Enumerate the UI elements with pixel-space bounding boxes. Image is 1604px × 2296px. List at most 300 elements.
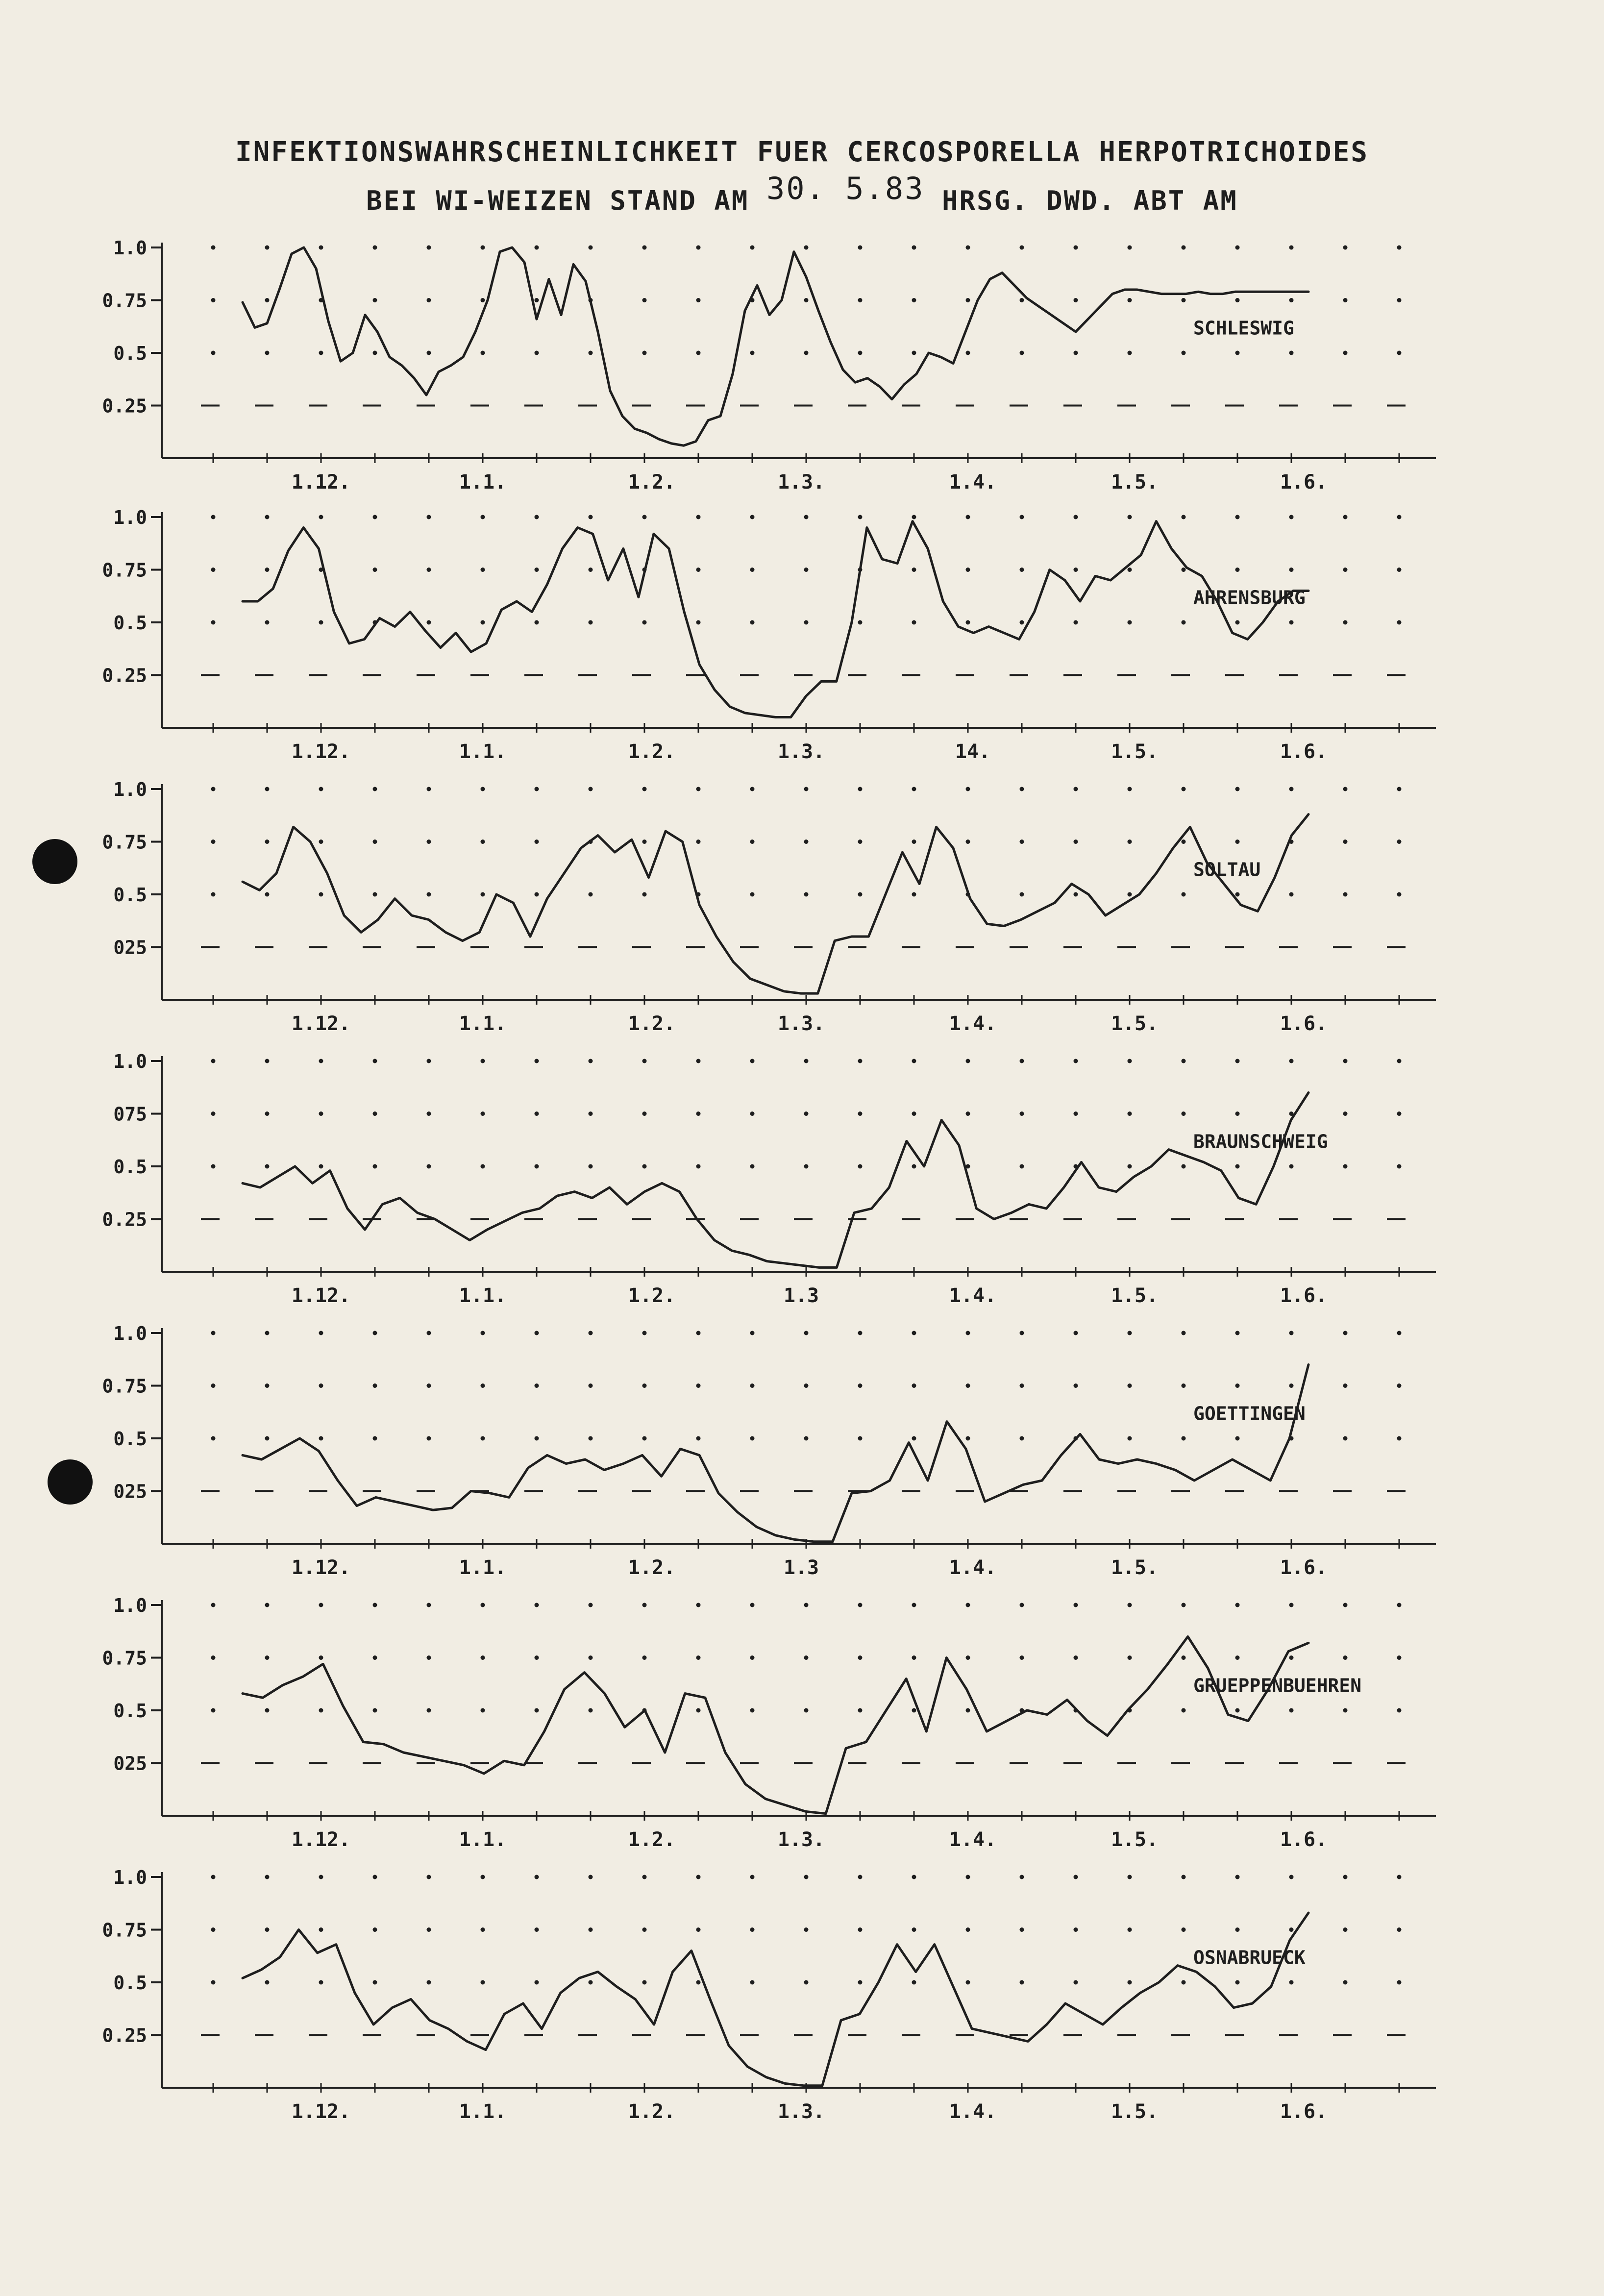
grid-dot [642, 1164, 647, 1169]
grid-dot [912, 892, 916, 897]
y-tick-label: 1.0 [113, 1323, 147, 1344]
grid-dot [481, 620, 485, 625]
grid-dot [1074, 1059, 1078, 1063]
grid-dot [912, 568, 916, 572]
grid-dot [265, 839, 270, 844]
grid-dot [265, 1059, 270, 1063]
grid-dot [1074, 620, 1078, 625]
grid-dot [265, 1875, 270, 1879]
grid-dot [1128, 1603, 1132, 1607]
x-tick-label: 1.12. [291, 471, 351, 494]
grid-dot [858, 620, 863, 625]
grid-dot [912, 1383, 916, 1388]
grid-dot [1020, 787, 1024, 791]
grid-dot [1235, 1927, 1240, 1932]
grid-dot [912, 1927, 916, 1932]
grid-dot [1397, 892, 1402, 897]
grid-dot [211, 515, 216, 519]
grid-dot [750, 1331, 755, 1335]
grid-dot [1397, 298, 1402, 302]
x-tick-label: 1.12. [291, 1828, 351, 1851]
grid-dot [211, 1383, 216, 1388]
grid-dot [1343, 1655, 1348, 1660]
grid-dot [1020, 1927, 1024, 1932]
series-line [243, 815, 1308, 994]
grid-dot [427, 298, 431, 302]
grid-dot [535, 1111, 539, 1116]
grid-dot [1074, 1980, 1078, 1985]
grid-dot [1289, 1331, 1294, 1335]
grid-dot [912, 1331, 916, 1335]
y-tick-label: 1.0 [113, 1595, 147, 1616]
grid-dot [265, 246, 270, 250]
grid-dot [319, 246, 323, 250]
series-line [243, 247, 1308, 445]
grid-dot [642, 1927, 647, 1932]
grid-dot [427, 1603, 431, 1607]
grid-dot [1182, 515, 1186, 519]
grid-dot [912, 515, 916, 519]
grid-dot [535, 1875, 539, 1879]
grid-dot [373, 1383, 377, 1388]
grid-dot [319, 892, 323, 897]
grid-dot [1182, 1164, 1186, 1169]
grid-dot [1397, 351, 1402, 355]
grid-dot [1182, 351, 1186, 355]
grid-dot [804, 1164, 809, 1169]
grid-dot [858, 892, 863, 897]
grid-dot [481, 1331, 485, 1335]
grid-dot [319, 787, 323, 791]
x-tick-label: 1.3. [777, 1828, 825, 1851]
x-tick-label: 14. [955, 741, 991, 763]
grid-dot [589, 892, 593, 897]
grid-dot [1074, 1655, 1078, 1660]
grid-dot [1128, 1331, 1132, 1335]
grid-dot [1182, 1059, 1186, 1063]
grid-dot [427, 515, 431, 519]
grid-dot [912, 1436, 916, 1441]
x-tick-label: 1.1. [459, 471, 507, 494]
grid-dot [804, 515, 809, 519]
x-tick-label: 1.2. [628, 1012, 676, 1035]
grid-dot [966, 1111, 970, 1116]
grid-dot [1020, 246, 1024, 250]
grid-dot [1289, 1875, 1294, 1879]
grid-dot [966, 1436, 970, 1441]
grid-dot [319, 1164, 323, 1169]
grid-dot [804, 351, 809, 355]
grid-dot [1074, 1603, 1078, 1607]
grid-dot [427, 1980, 431, 1985]
grid-dot [642, 839, 647, 844]
chart-goettingen [102, 1323, 1436, 1579]
grid-dot [750, 1875, 755, 1879]
grid-dot [535, 1059, 539, 1063]
grid-dot [804, 298, 809, 302]
grid-dot [589, 620, 593, 625]
grid-dot [1020, 298, 1024, 302]
grid-dot [1020, 1059, 1024, 1063]
grid-dot [966, 1875, 970, 1879]
grid-dot [1289, 787, 1294, 791]
grid-dot [1182, 246, 1186, 250]
grid-dot [1020, 568, 1024, 572]
station-label: GOETTINGEN [1193, 1403, 1306, 1425]
grid-dot [535, 568, 539, 572]
grid-dot [535, 298, 539, 302]
grid-dot [481, 1164, 485, 1169]
grid-dot [427, 351, 431, 355]
grid-dot [1020, 351, 1024, 355]
grid-dot [265, 787, 270, 791]
y-tick-label: 1.0 [113, 507, 147, 528]
grid-dot [589, 1436, 593, 1441]
grid-dot [1397, 1331, 1402, 1335]
grid-dot [858, 1383, 863, 1388]
grid-dot [211, 1927, 216, 1932]
grid-dot [265, 892, 270, 897]
grid-dot [211, 298, 216, 302]
x-tick-label: 1.5. [1110, 2100, 1159, 2123]
x-tick-label: 1.3. [777, 1012, 825, 1035]
grid-dot [1289, 298, 1294, 302]
grid-dot [1182, 787, 1186, 791]
grid-dot [427, 620, 431, 625]
grid-dot [373, 1875, 377, 1879]
grid-dot [858, 787, 863, 791]
grid-dot [912, 1708, 916, 1713]
x-tick-label: 1.6. [1280, 741, 1328, 763]
grid-dot [1074, 351, 1078, 355]
x-tick-label: 1.4. [949, 1012, 997, 1035]
y-tick-label: 0.25 [102, 1209, 147, 1231]
grid-dot [535, 515, 539, 519]
grid-dot [481, 298, 485, 302]
grid-dot [265, 1603, 270, 1607]
y-tick-label: 0.25 [102, 395, 147, 417]
grid-dot [696, 1875, 701, 1879]
grid-dot [211, 787, 216, 791]
grid-dot [1289, 1603, 1294, 1607]
y-tick-label: 0.25 [102, 665, 147, 687]
grid-dot [912, 1059, 916, 1063]
grid-dot [1182, 568, 1186, 572]
grid-dot [750, 1708, 755, 1713]
grid-dot [912, 1980, 916, 1985]
grid-dot [1343, 568, 1348, 572]
grid-dot [804, 246, 809, 250]
grid-dot [1397, 1164, 1402, 1169]
grid-dot [1235, 1436, 1240, 1441]
grid-dot [481, 568, 485, 572]
x-tick-label: 1.6. [1280, 1828, 1328, 1851]
series-line [243, 1365, 1308, 1542]
chart-ahrensburg [102, 507, 1436, 763]
grid-dot [912, 1655, 916, 1660]
grid-dot [966, 787, 970, 791]
grid-dot [1074, 787, 1078, 791]
grid-dot [1397, 1927, 1402, 1932]
grid-dot [912, 839, 916, 844]
grid-dot [804, 1875, 809, 1879]
grid-dot [1397, 1603, 1402, 1607]
grid-dot [858, 839, 863, 844]
grid-dot [642, 620, 647, 625]
grid-dot [696, 1436, 701, 1441]
grid-dot [265, 620, 270, 625]
x-tick-label: 1.5. [1110, 1012, 1159, 1035]
grid-dot [1128, 568, 1132, 572]
grid-dot [265, 1708, 270, 1713]
grid-dot [1289, 1980, 1294, 1985]
grid-dot [373, 1436, 377, 1441]
grid-dot [481, 1111, 485, 1116]
grid-dot [750, 1436, 755, 1441]
y-tick-label: 1.0 [113, 237, 147, 259]
grid-dot [912, 1875, 916, 1879]
grid-dot [373, 1927, 377, 1932]
grid-dot [1182, 1603, 1186, 1607]
grid-dot [265, 1655, 270, 1660]
grid-dot [1235, 1331, 1240, 1335]
grid-dot [642, 1980, 647, 1985]
station-label: AHRENSBURG [1193, 587, 1306, 609]
grid-dot [804, 1655, 809, 1660]
x-tick-label: 1.6. [1280, 2100, 1328, 2123]
grid-dot [535, 1655, 539, 1660]
grid-dot [373, 568, 377, 572]
grid-dot [750, 1603, 755, 1607]
grid-dot [1020, 1164, 1024, 1169]
grid-dot [1182, 1708, 1186, 1713]
grid-dot [481, 1059, 485, 1063]
x-tick-label: 1.3. [777, 741, 825, 763]
grid-dot [642, 1603, 647, 1607]
grid-dot [211, 892, 216, 897]
grid-dot [1343, 787, 1348, 791]
grid-dot [211, 1708, 216, 1713]
grid-dot [1128, 787, 1132, 791]
grid-dot [750, 1980, 755, 1985]
y-tick-label: 075 [113, 1103, 147, 1125]
y-tick-label: 1.0 [113, 1051, 147, 1072]
grid-dot [589, 1164, 593, 1169]
grid-dot [750, 246, 755, 250]
grid-dot [319, 1603, 323, 1607]
grid-dot [1128, 1111, 1132, 1116]
grid-dot [1074, 568, 1078, 572]
grid-dot [211, 839, 216, 844]
grid-dot [912, 246, 916, 250]
grid-dot [804, 839, 809, 844]
x-tick-label: 1.2. [628, 1284, 676, 1307]
grid-dot [642, 1875, 647, 1879]
grid-dot [1020, 515, 1024, 519]
grid-dot [211, 1111, 216, 1116]
grid-dot [1343, 1875, 1348, 1879]
grid-dot [696, 1059, 701, 1063]
grid-dot [1074, 246, 1078, 250]
grid-dot [535, 1164, 539, 1169]
grid-dot [535, 1603, 539, 1607]
station-label: SOLTAU [1193, 859, 1261, 881]
grid-dot [535, 620, 539, 625]
grid-dot [1074, 1927, 1078, 1932]
grid-dot [373, 246, 377, 250]
grid-dot [750, 1383, 755, 1388]
series-line [243, 1093, 1308, 1268]
grid-dot [750, 787, 755, 791]
x-tick-label: 1.2. [628, 741, 676, 763]
grid-dot [696, 515, 701, 519]
grid-dot [265, 1331, 270, 1335]
grid-dot [1343, 1603, 1348, 1607]
grid-dot [1343, 1331, 1348, 1335]
y-tick-label: 025 [113, 1753, 147, 1775]
grid-dot [858, 1980, 863, 1985]
grid-dot [1128, 620, 1132, 625]
grid-dot [1289, 620, 1294, 625]
x-tick-label: 1.5. [1110, 471, 1159, 494]
grid-dot [1182, 298, 1186, 302]
grid-dot [481, 1980, 485, 1985]
grid-dot [1235, 515, 1240, 519]
grid-dot [642, 298, 647, 302]
grid-dot [858, 1875, 863, 1879]
grid-dot [1343, 1111, 1348, 1116]
grid-dot [1020, 1111, 1024, 1116]
grid-dot [1235, 1708, 1240, 1713]
grid-dot [373, 1655, 377, 1660]
grid-dot [1343, 1059, 1348, 1063]
grid-dot [481, 1708, 485, 1713]
grid-dot [1343, 1927, 1348, 1932]
grid-dot [1020, 892, 1024, 897]
grid-dot [642, 1436, 647, 1441]
grid-dot [265, 298, 270, 302]
grid-dot [1020, 1383, 1024, 1388]
y-tick-label: 1.0 [113, 779, 147, 800]
grid-dot [642, 787, 647, 791]
grid-dot [912, 620, 916, 625]
grid-dot [1182, 1655, 1186, 1660]
grid-dot [589, 515, 593, 519]
grid-dot [1289, 351, 1294, 355]
x-tick-label: 1.3. [777, 471, 825, 494]
grid-dot [1397, 620, 1402, 625]
grid-dot [535, 1708, 539, 1713]
grid-dot [696, 1980, 701, 1985]
grid-dot [319, 1708, 323, 1713]
grid-dot [373, 1603, 377, 1607]
grid-dot [696, 298, 701, 302]
grid-dot [696, 1927, 701, 1932]
y-tick-label: 025 [113, 1481, 147, 1503]
x-tick-label: 1.2. [628, 1556, 676, 1579]
grid-dot [427, 246, 431, 250]
grid-dot [1343, 515, 1348, 519]
grid-dot [427, 839, 431, 844]
grid-dot [966, 1331, 970, 1335]
grid-dot [1343, 1436, 1348, 1441]
grid-dot [1128, 298, 1132, 302]
grid-dot [804, 892, 809, 897]
grid-dot [535, 1927, 539, 1932]
grid-dot [1397, 515, 1402, 519]
grid-dot [1235, 568, 1240, 572]
x-tick-label: 1.6. [1280, 1284, 1328, 1307]
grid-dot [373, 787, 377, 791]
grid-dot [1235, 246, 1240, 250]
grid-dot [1182, 1436, 1186, 1441]
subtitle-prefix: BEI WI-WEIZEN STAND AM [366, 185, 749, 216]
grid-dot [373, 1331, 377, 1335]
grid-dot [1128, 1436, 1132, 1441]
grid-dot [211, 1059, 216, 1063]
grid-dot [373, 1708, 377, 1713]
grid-dot [481, 1875, 485, 1879]
grid-dot [1343, 246, 1348, 250]
x-tick-label: 1.6. [1280, 1012, 1328, 1035]
grid-dot [265, 1927, 270, 1932]
chart-soltau [102, 779, 1436, 1035]
y-tick-label: 0.5 [113, 1428, 147, 1450]
station-label: GRUEPPENBUEHREN [1193, 1675, 1362, 1697]
grid-dot [804, 1059, 809, 1063]
grid-dot [427, 568, 431, 572]
grid-dot [319, 620, 323, 625]
grid-dot [858, 1059, 863, 1063]
grid-dot [696, 1603, 701, 1607]
grid-dot [1128, 246, 1132, 250]
grid-dot [804, 1603, 809, 1607]
grid-dot [804, 1111, 809, 1116]
grid-dot [1128, 1383, 1132, 1388]
x-tick-label: 1.3 [783, 1284, 819, 1307]
grid-dot [427, 1655, 431, 1660]
grid-dot [1397, 1436, 1402, 1441]
grid-dot [1235, 298, 1240, 302]
grid-dot [211, 1980, 216, 1985]
grid-dot [1397, 246, 1402, 250]
grid-dot [1182, 1383, 1186, 1388]
grid-dot [1235, 839, 1240, 844]
grid-dot [750, 568, 755, 572]
grid-dot [804, 1436, 809, 1441]
grid-dot [642, 1331, 647, 1335]
grid-dot [1343, 298, 1348, 302]
grid-dot [319, 1111, 323, 1116]
grid-dot [1289, 1708, 1294, 1713]
grid-dot [1289, 1164, 1294, 1169]
grid-dot [265, 1980, 270, 1985]
grid-dot [427, 1331, 431, 1335]
grid-dot [427, 1708, 431, 1713]
grid-dot [1397, 1383, 1402, 1388]
x-tick-label: 1.12. [291, 1284, 351, 1307]
y-tick-label: 0.75 [102, 1919, 147, 1941]
grid-dot [966, 1708, 970, 1713]
grid-dot [966, 351, 970, 355]
grid-dot [966, 568, 970, 572]
grid-dot [535, 787, 539, 791]
x-tick-label: 1.5. [1110, 741, 1159, 763]
x-tick-label: 1.4. [949, 1556, 997, 1579]
grid-dot [804, 568, 809, 572]
grid-dot [589, 1708, 593, 1713]
grid-dot [1397, 1980, 1402, 1985]
